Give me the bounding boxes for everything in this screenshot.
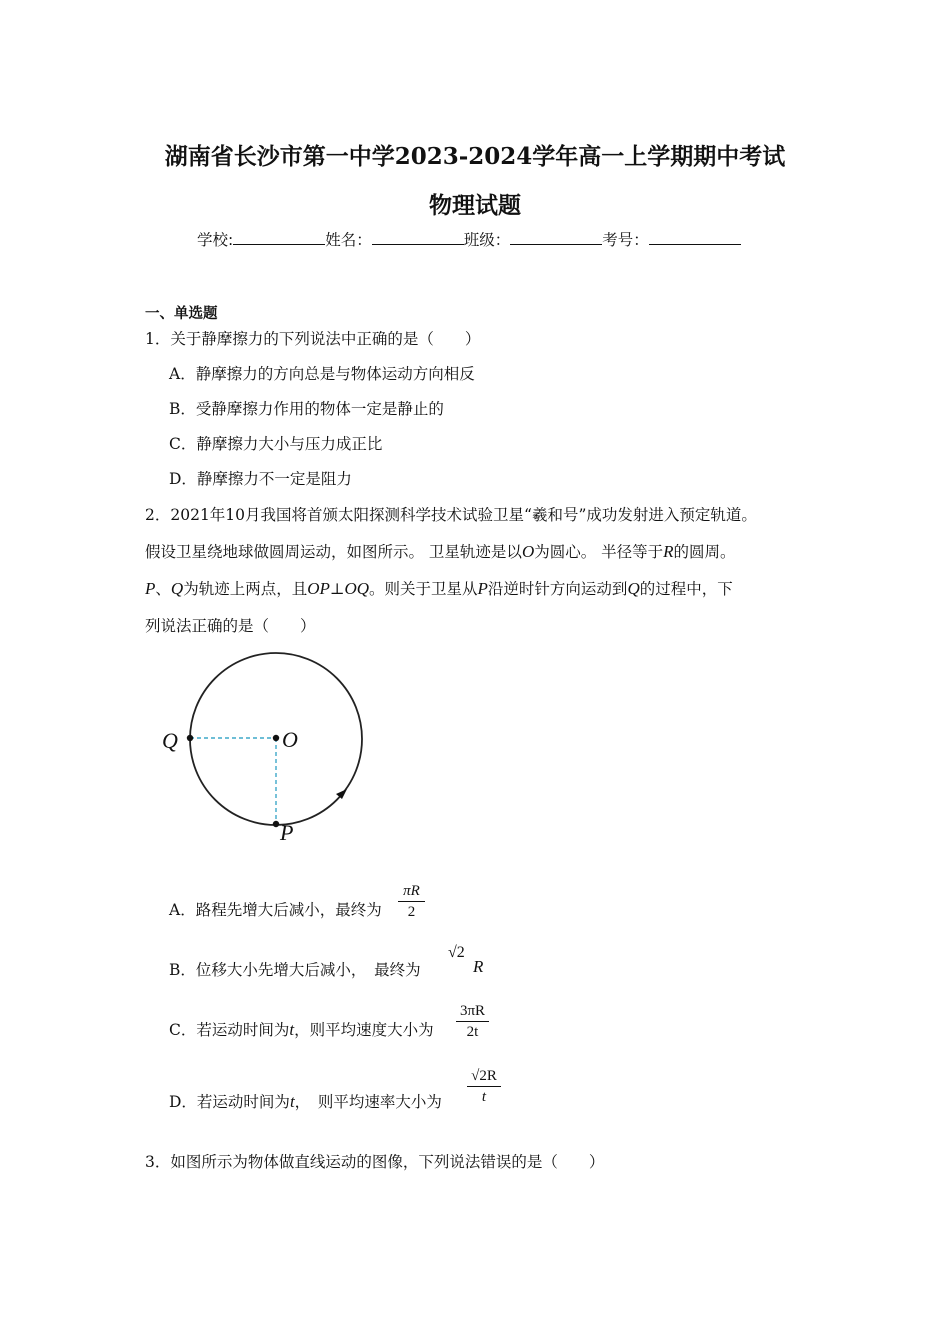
orbit-figure	[150, 645, 390, 850]
q2-option-b-sqrt: √2	[448, 944, 465, 961]
q2-option-b: B．位移大小先增大后减小， 最终为	[169, 961, 421, 979]
q2-option-b-r: R	[473, 957, 484, 976]
q2-line4: 列说法正确的是（ ）	[145, 617, 316, 635]
label-q: Q	[162, 728, 178, 753]
q1-option-b: B．受静摩擦力作用的物体一定是静止的	[169, 400, 444, 418]
class-blank[interactable]	[510, 230, 602, 245]
school-field-label: 学校:	[197, 231, 234, 249]
section-heading: 一、单选题	[145, 306, 218, 322]
point-q	[187, 735, 193, 741]
q2-option-d-fraction: √2R t	[467, 1067, 501, 1106]
q2-option-a-fraction: πR 2	[398, 882, 425, 921]
q2-line1: 2．2021年10月我国将首颁太阳探测科学技术试验卫星“羲和号”成功发射进入预定轨道。	[145, 506, 757, 524]
q1-option-d: D．静摩擦力不一定是阻力	[169, 470, 352, 488]
label-o: O	[282, 727, 298, 752]
q2-option-d: D．若运动时间为t， 则平均速率大小为	[169, 1092, 442, 1111]
name-blank[interactable]	[372, 230, 464, 245]
q2-line2: 假设卫星绕地球做圆周运动，如图所示。 卫星轨迹是以O为圆心。 半径等于R的圆周。	[145, 542, 736, 561]
q2-line3: P、Q为轨迹上两点，且OP⊥OQ。则关于卫星从P沿逆时针方向运动到Q的过程中，下	[145, 579, 733, 598]
school-blank[interactable]	[233, 230, 325, 245]
name-field-label: 姓名：	[325, 231, 372, 249]
q3-stem: 3．如图所示为物体做直线运动的图像，下列说法错误的是（ ）	[145, 1153, 605, 1171]
q2-option-c-fraction: 3πR 2t	[456, 1002, 489, 1041]
direction-arrow	[336, 789, 347, 799]
q1-option-a: A．静摩擦力的方向总是与物体运动方向相反	[169, 365, 475, 383]
class-field-label: 班级：	[463, 231, 511, 249]
label-p: P	[280, 820, 294, 845]
student-info-row	[197, 228, 741, 250]
number-field-label: 考号：	[602, 231, 649, 249]
q1-stem: 1．关于静摩擦力的下列说法中正确的是（ ）	[145, 330, 481, 348]
q2-option-a: A．路程先增大后减小，最终为	[169, 901, 382, 919]
q1-option-c: C．静摩擦力大小与压力成正比	[169, 435, 383, 453]
number-blank[interactable]	[649, 230, 741, 245]
page-title: 湖南省长沙市第一中学2023-2024学年高一上学期期中考试	[164, 143, 786, 170]
point-p	[273, 821, 279, 827]
point-o	[273, 735, 279, 741]
page-subtitle: 物理试题	[429, 192, 521, 219]
q2-option-c: C．若运动时间为t，则平均速度大小为	[169, 1020, 434, 1039]
